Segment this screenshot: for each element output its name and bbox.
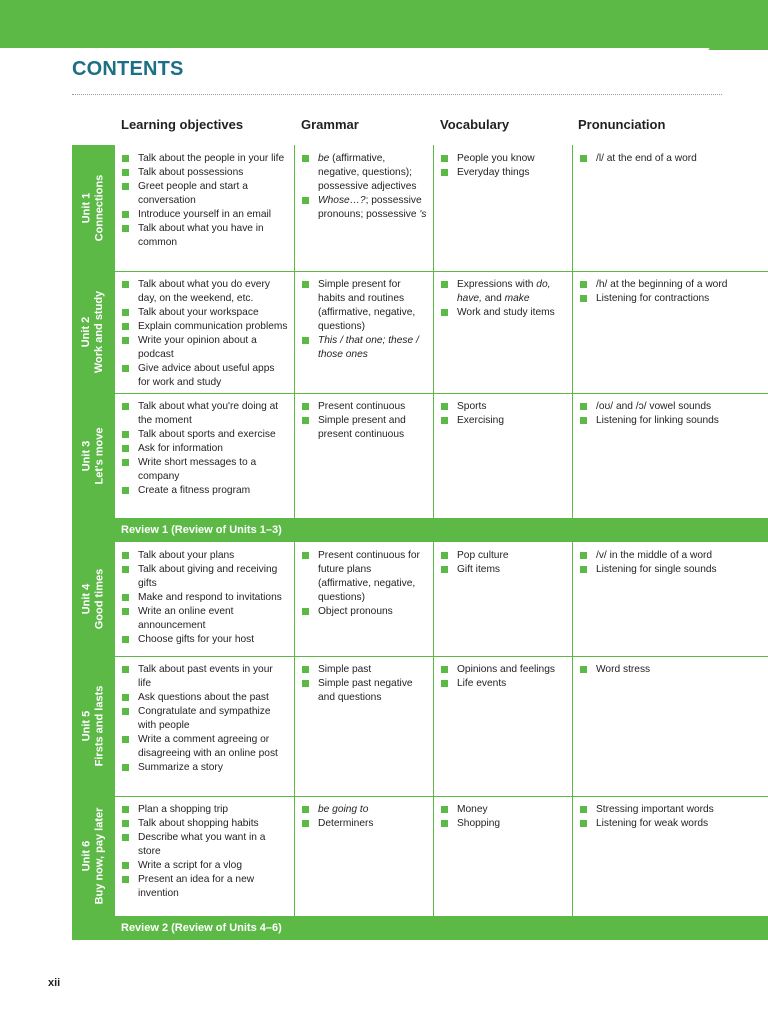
vocabulary-cell	[433, 542, 572, 656]
pronunciation-item: Listening for linking sounds	[579, 414, 762, 428]
grammar-item	[301, 334, 427, 362]
grammar-text-segment: This / that one; these / those ones	[318, 335, 419, 360]
unit-number: Unit 1	[80, 192, 93, 224]
grammar-list	[301, 549, 427, 619]
grammar-item	[301, 549, 427, 605]
page-title: CONTENTS	[72, 58, 184, 80]
grammar-text-segment: Simple present for habits and routines (affirmative, negative, questions)	[318, 279, 416, 332]
grammar-text-segment: Present continuous	[318, 401, 406, 412]
unit-name: Good times	[93, 568, 106, 630]
objective-item: Write your opinion about a podcast	[121, 334, 288, 362]
grammar-cell	[294, 145, 433, 271]
grammar-item	[301, 278, 427, 334]
top-color-band	[0, 0, 768, 48]
grammar-item	[301, 194, 427, 222]
pronunciation-cell	[572, 656, 768, 796]
pronunciation-item: Word stress	[579, 663, 762, 677]
grammar-cell	[294, 271, 433, 393]
objective-item: Give advice about useful apps for work and study	[121, 362, 288, 390]
objective-list	[121, 549, 288, 647]
unit-number: Unit 2	[80, 316, 93, 348]
grammar-cell	[294, 542, 433, 656]
review-2-banner: Review 2 (Review of Units 4–6)	[72, 916, 768, 940]
unit-label-text	[81, 175, 107, 242]
objective-item: Choose gifts for your host	[121, 633, 288, 647]
vocabulary-item: Shopping	[440, 817, 566, 831]
vocabulary-item	[440, 306, 566, 320]
vocabulary-cell	[433, 393, 572, 518]
pronunciation-list	[579, 663, 762, 677]
vocabulary-cell	[433, 796, 572, 916]
objective-item: Talk about what you're doing at the moment	[121, 400, 288, 428]
review-1-banner: Review 1 (Review of Units 1–3)	[72, 518, 768, 542]
objective-list	[121, 152, 288, 250]
unit-label	[72, 271, 115, 393]
column-header-learning-objectives: Learning objectives	[121, 117, 244, 132]
unit-label	[72, 796, 115, 916]
pronunciation-cell	[572, 796, 768, 916]
objective-cell	[115, 393, 294, 518]
pronunciation-item: /h/ at the beginning of a word	[579, 278, 762, 292]
vocabulary-text-segment: do, have,	[457, 279, 551, 304]
vocabulary-text-segment: Expressions with	[457, 279, 537, 290]
unit-name: Firsts and lasts	[93, 685, 106, 767]
objective-list	[121, 278, 288, 390]
objective-item: Introduce yourself in an email	[121, 208, 288, 222]
vocabulary-item: Opinions and feelings	[440, 663, 566, 677]
grammar-list	[301, 278, 427, 362]
vocabulary-list	[440, 400, 566, 428]
unit-content-row	[115, 796, 768, 917]
objective-cell	[115, 796, 294, 916]
grammar-item	[301, 414, 427, 442]
page-number: xii	[48, 977, 61, 989]
unit-label	[72, 656, 115, 796]
unit-label	[72, 542, 115, 656]
vocabulary-list	[440, 663, 566, 691]
objective-item: Describe what you want in a store	[121, 831, 288, 859]
unit-name: Let's move	[93, 426, 106, 485]
objective-item: Talk about possessions	[121, 166, 288, 180]
unit-label-text	[81, 291, 107, 373]
pronunciation-list	[579, 803, 762, 831]
unit-label-text	[81, 427, 107, 484]
pronunciation-item: /l/ at the end of a word	[579, 152, 762, 166]
grammar-text-segment: 's	[419, 209, 427, 220]
unit-label-text	[81, 808, 107, 905]
pronunciation-item: /oʊ/ and /ɔ/ vowel sounds	[579, 400, 762, 414]
vocabulary-item: Pop culture	[440, 549, 566, 563]
pronunciation-item: Listening for contractions	[579, 292, 762, 306]
objective-list	[121, 663, 288, 775]
column-header-grammar: Grammar	[301, 117, 359, 132]
grammar-item	[301, 803, 427, 817]
objective-item: Write short messages to a company	[121, 456, 288, 484]
title-divider	[72, 94, 722, 95]
vocabulary-item: People you know	[440, 152, 566, 166]
objective-item: Greet people and start a conversation	[121, 180, 288, 208]
vocabulary-text-segment: and	[481, 293, 505, 304]
vocabulary-item: Everyday things	[440, 166, 566, 180]
grammar-cell	[294, 656, 433, 796]
grammar-text-segment: be going to	[318, 804, 369, 815]
unit-number: Unit 3	[80, 440, 93, 471]
objective-item: Talk about the people in your life	[121, 152, 288, 166]
objective-item: Create a fitness program	[121, 484, 288, 498]
grammar-list	[301, 663, 427, 705]
objective-item: Explain communication problems	[121, 320, 288, 334]
unit-content-row	[115, 393, 768, 519]
unit-name: Buy now, pay later	[93, 807, 106, 905]
objective-item: Write a comment agreeing or disagreeing with an online post	[121, 733, 288, 761]
grammar-text-segment: Present continuous for future plans (affirmative, negative, questions)	[318, 550, 420, 603]
pronunciation-list	[579, 549, 762, 577]
objective-item: Ask for information	[121, 442, 288, 456]
objective-cell	[115, 656, 294, 796]
objective-cell	[115, 542, 294, 656]
objective-item: Write an online event announcement	[121, 605, 288, 633]
unit-label	[72, 145, 115, 271]
unit-content-row	[115, 542, 768, 657]
objective-item: Make and respond to invitations	[121, 591, 288, 605]
objective-cell	[115, 271, 294, 393]
objective-item: Write a script for a vlog	[121, 859, 288, 873]
objective-item: Plan a shopping trip	[121, 803, 288, 817]
objective-item: Talk about what you have in common	[121, 222, 288, 250]
grammar-item	[301, 152, 427, 194]
vocabulary-cell	[433, 271, 572, 393]
unit-number: Unit 4	[80, 583, 93, 615]
unit-label	[72, 393, 115, 518]
grammar-text-segment: Simple present and present continuous	[318, 415, 406, 440]
grammar-list	[301, 152, 427, 222]
unit-number: Unit 6	[80, 840, 93, 872]
unit-content-row	[115, 271, 768, 394]
pronunciation-cell	[572, 271, 768, 393]
objective-item: Talk about giving and receiving gifts	[121, 563, 288, 591]
objective-item: Summarize a story	[121, 761, 288, 775]
vocabulary-list	[440, 278, 566, 320]
vocabulary-item: Gift items	[440, 563, 566, 577]
unit-name: Connections	[93, 174, 106, 242]
objective-item: Congratulate and sympathize with people	[121, 705, 288, 733]
vocabulary-text-segment: make	[504, 293, 530, 304]
grammar-item	[301, 400, 427, 414]
pronunciation-item: Listening for weak words	[579, 817, 762, 831]
vocabulary-text-segment: Work and study items	[457, 307, 555, 318]
grammar-text-segment: Object pronouns	[318, 606, 393, 617]
grammar-text-segment: Simple past negative and questions	[318, 678, 413, 703]
objective-item: Talk about your plans	[121, 549, 288, 563]
grammar-text-segment: (affirmative, negative, questions); possessive adjectives	[318, 153, 417, 192]
unit-label-text	[81, 686, 107, 767]
objective-list	[121, 400, 288, 498]
vocabulary-item: Exercising	[440, 414, 566, 428]
pronunciation-item: Stressing important words	[579, 803, 762, 817]
pronunciation-item: Listening for single sounds	[579, 563, 762, 577]
grammar-text-segment: Determiners	[318, 818, 374, 829]
unit-number: Unit 5	[80, 710, 93, 742]
unit-content-row	[115, 145, 768, 272]
grammar-item	[301, 817, 427, 831]
pronunciation-cell	[572, 393, 768, 518]
objective-item: Talk about past events in your life	[121, 663, 288, 691]
vocabulary-cell	[433, 656, 572, 796]
vocabulary-list	[440, 803, 566, 831]
unit-label-text	[81, 569, 107, 630]
grammar-text-segment: Simple past	[318, 664, 372, 675]
grammar-text-segment: Whose…?	[318, 195, 366, 206]
grammar-list	[301, 803, 427, 831]
grammar-item	[301, 605, 427, 619]
grammar-text-segment: ; possessive pronouns; possessive	[318, 195, 422, 220]
pronunciation-item: /v/ in the middle of a word	[579, 549, 762, 563]
objective-item: Present an idea for a new invention	[121, 873, 288, 901]
objective-item: Talk about sports and exercise	[121, 428, 288, 442]
objective-cell	[115, 145, 294, 271]
column-header-vocabulary: Vocabulary	[440, 117, 510, 132]
grammar-item	[301, 677, 427, 705]
unit-content-row	[115, 656, 768, 797]
pronunciation-list	[579, 152, 762, 166]
vocabulary-item: Life events	[440, 677, 566, 691]
objective-item: Talk about what you do every day, on the weekend, etc.	[121, 278, 288, 306]
objective-item: Talk about shopping habits	[121, 817, 288, 831]
grammar-text-segment: be	[318, 153, 330, 164]
pronunciation-cell	[572, 145, 768, 271]
top-band-tab	[708, 34, 768, 50]
grammar-cell	[294, 796, 433, 916]
vocabulary-list	[440, 549, 566, 577]
pronunciation-list	[579, 278, 762, 306]
grammar-list	[301, 400, 427, 442]
vocabulary-list	[440, 152, 566, 180]
pronunciation-list	[579, 400, 762, 428]
column-header-pronunciation: Pronunciation	[578, 117, 666, 132]
vocabulary-item	[440, 278, 566, 306]
grammar-cell	[294, 393, 433, 518]
vocabulary-item: Sports	[440, 400, 566, 414]
objective-item: Ask questions about the past	[121, 691, 288, 705]
objective-item: Talk about your workspace	[121, 306, 288, 320]
grammar-item	[301, 663, 427, 677]
objective-list	[121, 803, 288, 901]
vocabulary-cell	[433, 145, 572, 271]
vocabulary-item: Money	[440, 803, 566, 817]
pronunciation-cell	[572, 542, 768, 656]
unit-name: Work and study	[93, 290, 106, 374]
